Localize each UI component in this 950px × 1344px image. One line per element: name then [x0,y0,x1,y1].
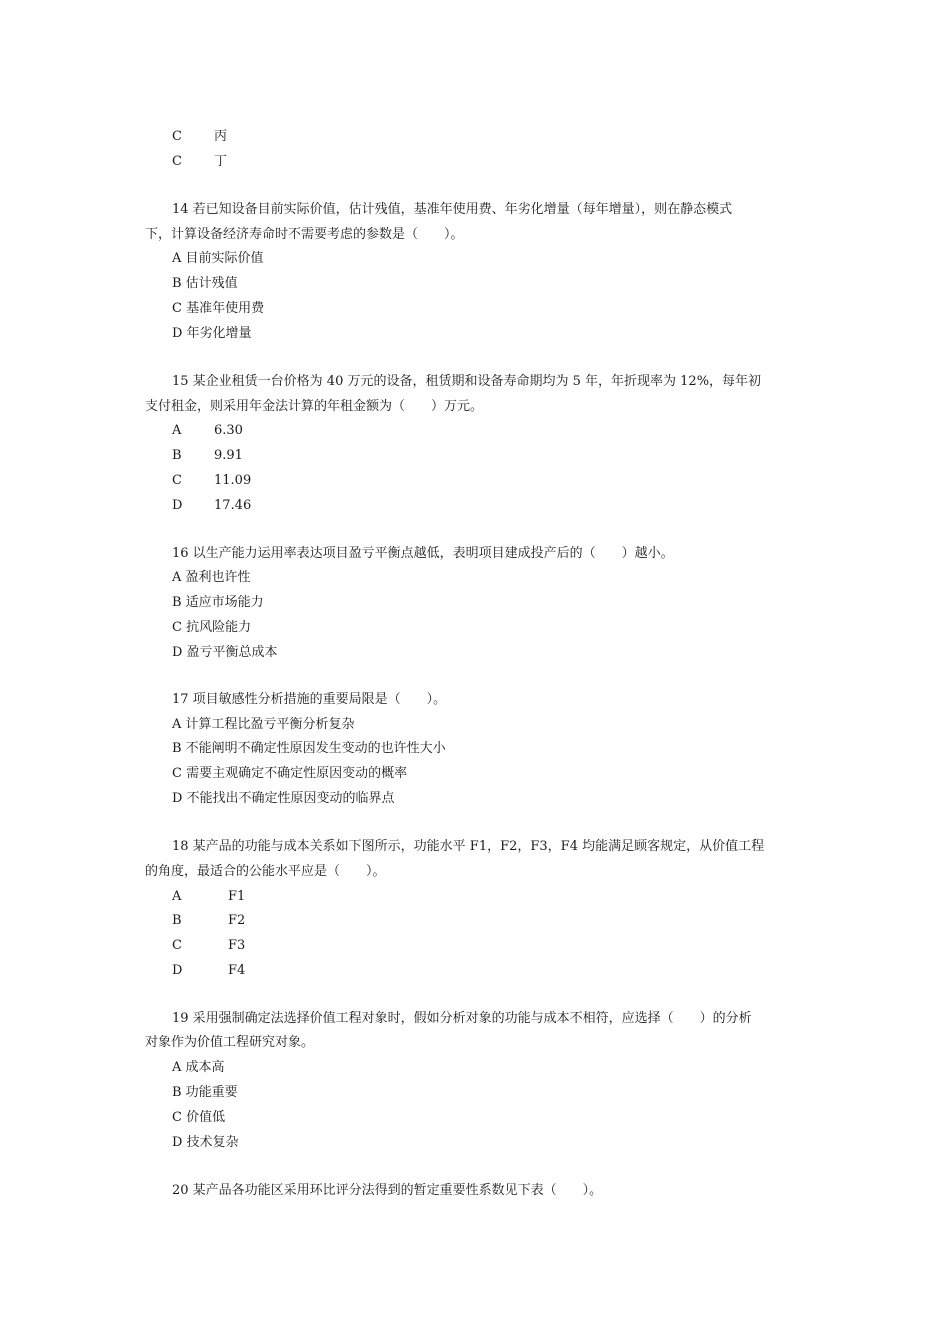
option-letter: C [172,473,182,488]
question-19-option-b: B 功能重要 [172,1085,238,1100]
question-18-stem-line2: 的角度，最适合的公能水平应是（ ）。 [145,864,386,879]
question-17-option-c: C 需要主观确定不确定性原因变动的概率 [172,766,408,781]
option-text: F1 [228,889,246,904]
question-17-option-a: A 计算工程比盈亏平衡分析复杂 [172,717,355,732]
question-15-stem-line2: 支付租金，则采用年金法计算的年租金额为（ ）万元。 [145,399,484,414]
question-17-option-b: B 不能阐明不确定性原因发生变动的也许性大小 [172,741,446,756]
option-text: 9.91 [214,448,243,463]
question-17-option-d: D 不能找出不确定性原因变动的临界点 [172,791,395,806]
question-16-stem: 16 以生产能力运用率表达项目盈亏平衡点越低，表明项目建成投产后的（ ）越小。 [172,546,674,561]
question-19-stem-line1: 19 采用强制确定法选择价值工程对象时，假如分析对象的功能与成本不相符，应选择（ ）的分析 [172,1011,752,1026]
question-15-option-a [172,422,243,440]
question-18-option-a [172,888,245,906]
question-15-option-b [172,447,243,465]
option-letter: A [172,423,182,438]
question-15-stem-line1: 15 某企业租赁一台价格为 40 万元的设备，租赁期和设备寿命期均为 5 年，年折现率为 12%，每年初 [172,374,762,389]
option-letter: D [172,498,183,513]
question-16-option-c: C 抗风险能力 [172,620,252,635]
question-18-option-d [172,962,245,980]
question-14-option-d: D 年劣化增量 [172,326,252,341]
option-text: 丁 [214,154,228,169]
question-19-option-a: A 成本高 [172,1060,225,1075]
question-16-option-b: B 适应市场能力 [172,595,264,610]
question-15-option-d [172,497,251,515]
question-20-stem: 20 某产品各功能区采用环比评分法得到的暂定重要性系数见下表（ ）。 [172,1183,603,1198]
option-text: 丙 [214,129,228,144]
option-text: F3 [228,938,246,953]
option-letter: B [172,913,182,928]
option-c-bing [172,128,227,146]
option-letter: D [172,963,183,978]
option-letter: A [172,889,182,904]
question-14-option-c: C 基准年使用费 [172,301,265,316]
option-text: F2 [228,913,246,928]
question-14-option-a: A 目前实际价值 [172,251,264,266]
question-16-option-a: A 盈利也许性 [172,570,251,585]
question-18-stem-line1: 18 某产品的功能与成本关系如下图所示，功能水平 F1，F2，F3，F4 均能满足顾客规定，从价值工程 [172,839,765,854]
question-14-stem-line1: 14 若已知设备目前实际价值，估计残值，基准年使用费、年劣化增量（每年增量），则在静态模式 [172,202,733,217]
question-17-stem: 17 项目敏感性分析措施的重要局限是（ ）。 [172,692,447,707]
option-text: 6.30 [214,423,243,438]
option-letter: C [172,938,182,953]
question-14-stem-line2: 下，计算设备经济寿命时不需要考虑的参数是（ ）。 [145,227,464,242]
question-19-option-c: C 价值低 [172,1110,226,1125]
question-19-stem-line2: 对象作为价值工程研究对象。 [145,1035,315,1050]
question-14-option-b: B 估计残值 [172,276,238,291]
question-18-option-b [172,912,245,930]
option-text: 17.46 [214,498,252,513]
option-text: F4 [228,963,246,978]
question-18-option-c [172,937,245,955]
option-letter: C [172,129,182,144]
question-15-option-c [172,472,251,490]
option-text: 11.09 [214,473,252,488]
question-16-option-d: D 盈亏平衡总成本 [172,645,278,660]
option-letter: C [172,154,182,169]
option-c-ding [172,153,227,171]
option-letter: B [172,448,182,463]
question-19-option-d: D 技术复杂 [172,1135,239,1150]
